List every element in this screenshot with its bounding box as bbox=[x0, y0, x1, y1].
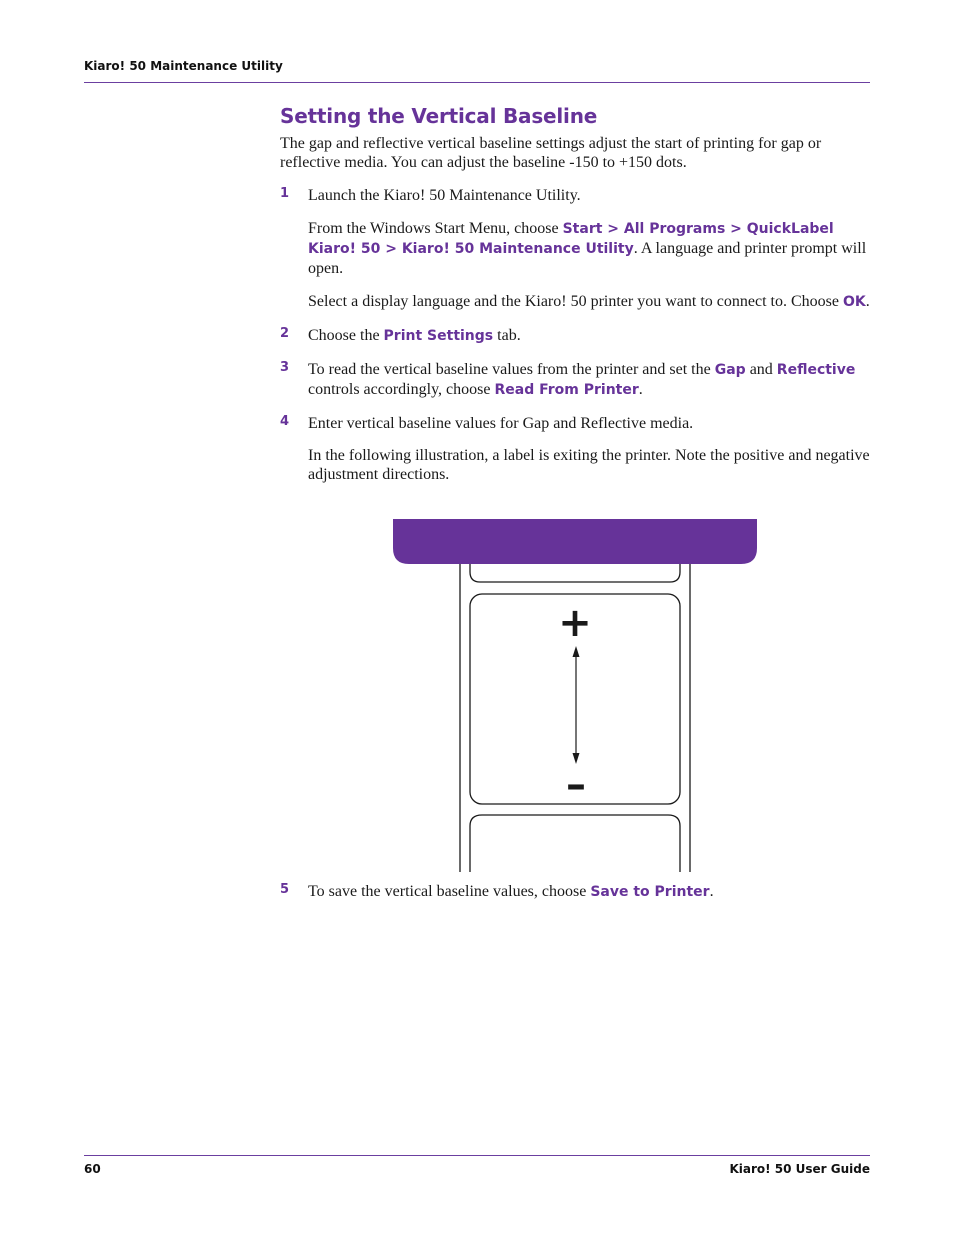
label-exit-illustration bbox=[392, 518, 758, 874]
step-sub-paragraph bbox=[308, 292, 870, 312]
page-content bbox=[280, 104, 870, 484]
read-from-printer-ref: Read From Printer bbox=[494, 382, 639, 398]
step-text bbox=[308, 882, 870, 902]
menu-path: Start > All Programs > QuickLabel Kiaro! 50 > Kiaro! 50 Maintenance Utility bbox=[308, 221, 834, 257]
text-run: Select a display language and the Kiaro! 50 printer you want to connect to. Choose bbox=[308, 293, 843, 310]
running-header: Kiaro! 50 Maintenance Utility bbox=[84, 59, 283, 73]
previous-label bbox=[470, 564, 680, 582]
header-rule bbox=[84, 82, 870, 83]
reflective-control-ref: Reflective bbox=[776, 362, 856, 378]
step-text: Enter vertical baseline values for Gap and Reflective media. bbox=[308, 415, 694, 432]
text-run: . bbox=[865, 293, 870, 310]
step-number: 4 bbox=[280, 414, 290, 429]
step-3 bbox=[280, 360, 870, 400]
text-run: . bbox=[638, 381, 643, 398]
section-title: Setting the Vertical Baseline bbox=[280, 104, 598, 128]
positive-direction-label: + bbox=[558, 600, 592, 646]
text-run: Choose the bbox=[308, 327, 384, 344]
text-run: From the Windows Start Menu, choose bbox=[308, 220, 563, 237]
footer-rule bbox=[84, 1155, 870, 1156]
ok-button-ref: OK bbox=[842, 294, 866, 310]
footer-guide-title: Kiaro! 50 User Guide bbox=[729, 1162, 870, 1176]
page-number: 60 bbox=[84, 1162, 101, 1176]
step-number: 1 bbox=[280, 186, 290, 201]
printer-body bbox=[393, 519, 757, 564]
gap-control-ref: Gap bbox=[714, 362, 746, 378]
step-2 bbox=[280, 326, 870, 346]
print-settings-tab-ref: Print Settings bbox=[383, 328, 494, 344]
step-1 bbox=[280, 186, 870, 312]
text-run: controls accordingly, choose bbox=[308, 381, 495, 398]
step-number: 3 bbox=[280, 360, 290, 375]
intro-paragraph: The gap and reflective vertical baseline settings adjust the start of printing for gap or reflective media. You can adjust the baseline -150 to +150 dots. bbox=[280, 135, 822, 171]
text-run: tab. bbox=[493, 327, 521, 344]
negative-direction-label: – bbox=[566, 762, 586, 808]
step-sub-paragraph bbox=[308, 219, 870, 278]
step-text bbox=[308, 360, 870, 400]
step-text bbox=[308, 326, 870, 346]
text-run: To read the vertical baseline values from the printer and set the bbox=[308, 361, 715, 378]
step-text: Launch the Kiaro! 50 Maintenance Utility. bbox=[308, 187, 581, 204]
step-4 bbox=[280, 414, 870, 484]
text-run: and bbox=[745, 361, 777, 378]
step-number: 2 bbox=[280, 326, 290, 341]
step-sub-paragraph: In the following illustration, a label is exiting the printer. Note the positive and negative adjustment directions. bbox=[308, 447, 870, 483]
save-to-printer-ref: Save to Printer bbox=[590, 884, 710, 900]
text-run: . A language and printer prompt will open. bbox=[308, 240, 867, 277]
step-number: 5 bbox=[280, 882, 290, 897]
page-content-continued bbox=[280, 882, 870, 902]
step-5 bbox=[280, 882, 870, 902]
next-label bbox=[470, 815, 680, 872]
text-run: . bbox=[709, 883, 714, 900]
text-run: To save the vertical baseline values, choose bbox=[308, 883, 591, 900]
